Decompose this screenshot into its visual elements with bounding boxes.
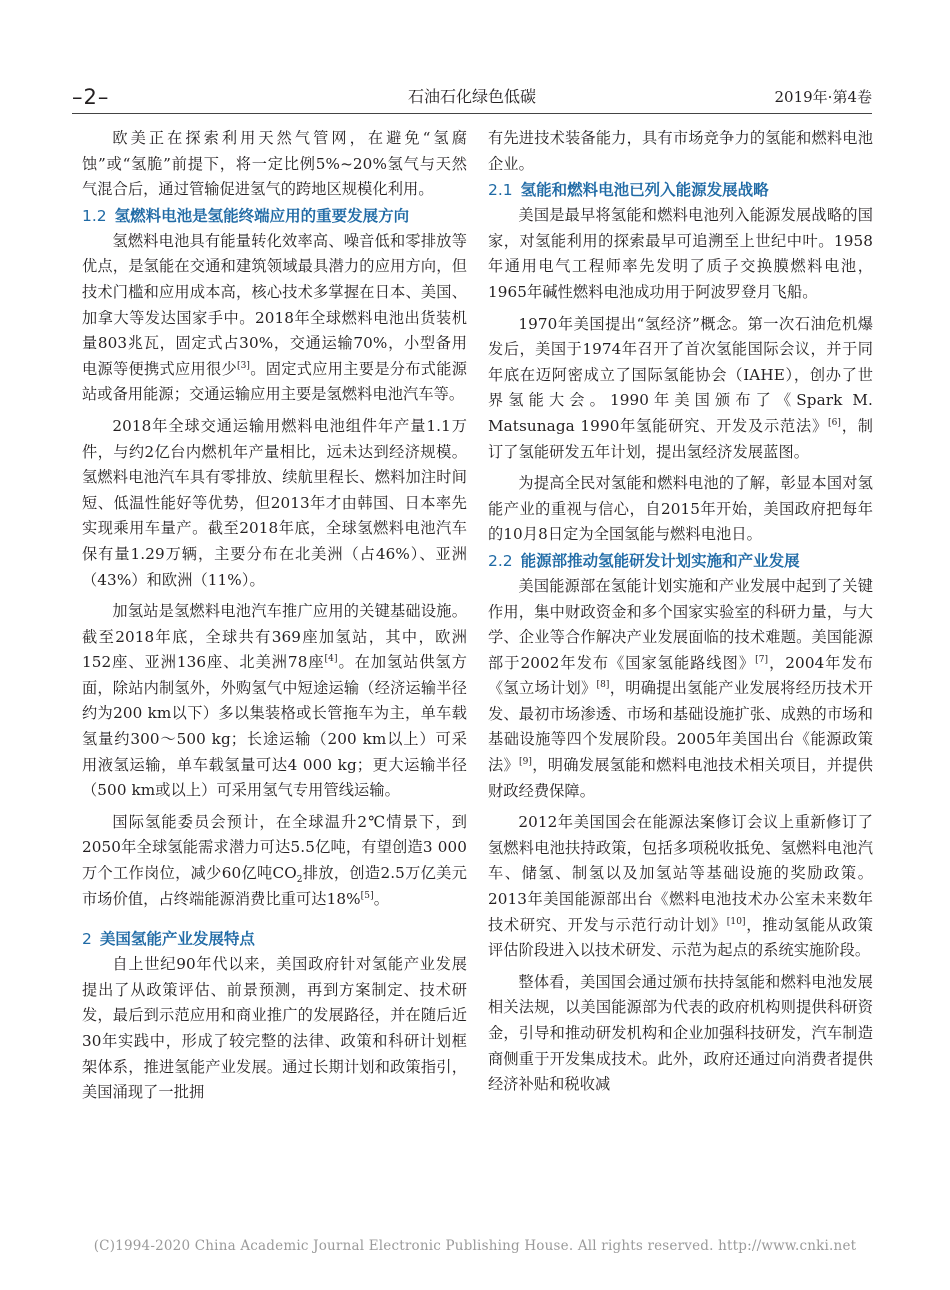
text-run: 。固定式应用主要是分布式能源站或备用能源；交通运输应用主要是氢燃料电池汽车等。	[82, 359, 468, 404]
text-run: 排放，创造2.5万亿美元市场价值，占终端能源消费比重可达18%	[82, 864, 467, 908]
section-title: 美国氢能产业发展特点	[99, 930, 255, 949]
section-heading-2	[82, 926, 467, 952]
left-column	[82, 126, 467, 1106]
citation: [4]	[324, 654, 338, 665]
citation: [10]	[726, 916, 746, 927]
paragraph: 自上世纪90年代以来，美国政府针对氢能产业发展提出了从政策评估、前景预测，再到方案制定、技术研发，最后到示范应用和商业推广的发展路径，并在随后近30年实践中，形成了较完整的法律、政策和科研计划框架体系，推进氢能产业发展。通过长期计划和政策指引，美国涌现了一批拥	[82, 955, 467, 1102]
text-run: 美国能源部在氢能计划实施和产业发展中起到了关键作用，集中财政资金和多个国家实验室的科研力量，与大学、企业等合作解决产业发展面临的技术难题。美国能源部于2002年发布《国家氢能路线图》	[488, 576, 873, 672]
section-title: 能源部推动氢能研发计划实施和产业发展	[520, 551, 800, 570]
paragraph	[82, 810, 467, 912]
citation: [3]	[236, 360, 251, 371]
paragraph	[82, 599, 467, 804]
section-heading-2-2	[488, 548, 873, 574]
page-number: –2–	[72, 85, 110, 109]
text-run: 加氢站是氢燃料电池汽车推广应用的关键基础设施。截至2018年底，全球共有369座加氢站，其中，欧洲152座、亚洲136座、北美洲78座	[82, 602, 467, 672]
paragraph: 2018年全球交通运输用燃料电池组件年产量1.1万件，与约2亿台内燃机年产量相比，远未达到经济规模。氢燃料电池汽车具有零排放、续航里程长、燃料加注时间短、低温性能好等优势，但2013年才由韩国、日本率先实现乘用车量产。截至2018年底，全球氢燃料电池汽车保有量1.29万辆，主要分布在北美洲（占46%）、亚洲（43%）和欧洲（11%）。	[82, 416, 467, 589]
right-column	[488, 126, 873, 1098]
citation: [7]	[755, 654, 769, 665]
text-run: ，明确发展氢能和燃料电池技术相关项目，并提供财政经费保障。	[488, 756, 873, 800]
section-title: 氢燃料电池是氢能终端应用的重要发展方向	[114, 206, 410, 225]
paragraph: 整体看，美国国会通过颁布扶持氢能和燃料电池发展相关法规，以美国能源部为代表的政府机构则提供科研资金，引导和推动研发机构和企业加强科技研发，汽车制造商侧重于开发集成技术。此外，政府还通过向消费者提供经济补贴和税收减	[488, 972, 873, 1094]
citation: [9]	[519, 757, 533, 767]
paragraph: 有先进技术装备能力，具有市场竞争力的氢能和燃料电池企业。	[488, 129, 873, 173]
text-run: ，制订了氢能研发五年计划，提出氢经济发展蓝图。	[488, 416, 873, 461]
paragraph	[82, 229, 467, 408]
subscript: 2	[296, 875, 303, 886]
journal-title: 石油石化绿色低碳	[407, 87, 536, 106]
text-run: 1970年美国提出“氢经济”概念。第一次石油危机爆发后，美国于1974年召开了首次氢能国际会议，并于同年底在迈阿密成立了国际氢能协会（IAHE），创办了世界氢能大会。1990年美国颁布了《Spark M. Matsunaga 1990年氢能研究、开发及示范法》	[488, 314, 873, 435]
section-number: 2.1	[488, 181, 513, 200]
citation: [8]	[596, 680, 610, 691]
paragraph	[488, 574, 873, 804]
paragraph	[488, 810, 873, 964]
issue-info: 2019年·第4卷	[774, 88, 872, 106]
section-number: 1.2	[82, 206, 107, 225]
section-number: 2	[82, 930, 92, 949]
paragraph: 欧美正在探索利用天然气管网，在避免“氢腐蚀”或“氢脆”前提下，将一定比例5%~20%氢气与天然气混合后，通过管输促进氢气的跨地区规模化利用。	[82, 129, 467, 199]
section-title: 氢能和燃料电池已列入能源发展战略	[520, 181, 769, 200]
section-number: 2.2	[488, 551, 513, 570]
text-run: ，明确提出氢能产业发展将经历技术开发、最初市场渗透、市场和基础设施扩张、成熟的市场和基础设施等四个发展阶段。2005年美国出台《能源政策法》	[488, 679, 873, 775]
copyright-footer: (C)1994-2020 China Academic Journal Electronic Publishing House. All rights reserved. http://www.cnki.net	[93, 1238, 857, 1254]
section-heading-2-1	[488, 177, 873, 203]
text-run: 。	[373, 889, 390, 908]
text-run: ，2004年发布《氢立场计划》	[488, 653, 874, 698]
text-run: 国际氢能委员会预计，在全球温升2℃情景下，到2050年全球氢能需求潜力可达5.5亿吨，有望创造3 000万个工作岗位，减少60亿吨CO	[82, 812, 467, 883]
citation: [6]	[827, 417, 842, 428]
paragraph: 美国是最早将氢能和燃料电池列入能源发展战略的国家，对氢能利用的探索最早可追溯至上世纪中叶。1958年通用电气工程师率先发明了质子交换膜燃料电池，1965年碱性燃料电池成功用于阿波罗登月飞船。	[488, 206, 873, 301]
section-heading-1-2	[82, 203, 467, 229]
text-run: 。在加氢站供氢方面，除站内制氢外，外购氢气中短途运输（经济运输半径约为200 km以下）多以集装格或长管拖车为主，单车载氢量约300～500 kg；长途运输（200 km以上）可采用液氢运输，单车载氢量可达4 000 kg；更大运输半径（500 km或以上）可采用氢气专用管线运输。	[82, 653, 467, 800]
text-run: 氢燃料电池具有能量转化效率高、噪音低和零排放等优点，是氢能在交通和建筑领域最具潜力的应用方向，但技术门槛和应用成本高，核心技术多掌握在日本、美国、加拿大等发达国家手中。2018年全球燃料电池出货装机量803兆瓦，固定式占30%，交通运输70%，小型备用电源等便携式应用很少	[82, 231, 467, 378]
text-run: ，推动氢能从政策评估阶段进入以技术研发、示范为起点的系统实施阶段。	[488, 915, 873, 960]
citation: [5]	[360, 890, 374, 901]
paragraph: 为提高全民对氢能和燃料电池的了解，彰显本国对氢能产业的重视与信心，自2015年开始，美国政府把每年的10月8日定为全国氢能与燃料电池日。	[488, 474, 873, 544]
paragraph	[488, 312, 873, 466]
header-rule	[72, 113, 872, 114]
running-header	[72, 84, 872, 112]
text-run: 2012年美国国会在能源法案修订会议上重新修订了氢燃料电池扶持政策，包括多项税收抵免、氢燃料电池汽车、储氢、制氢以及加氢站等基础设施的奖励政策。2013年美国能源部出台《燃料电池技术办公室未来数年技术研究、开发与示范行动计划》	[488, 813, 873, 934]
